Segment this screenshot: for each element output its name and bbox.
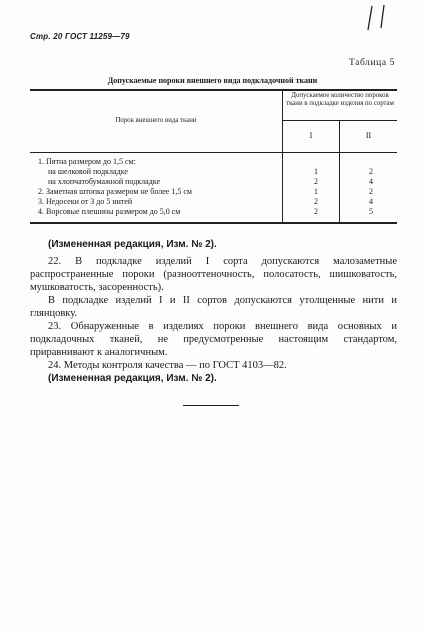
table-row xyxy=(0,167,425,177)
table-top-rule xyxy=(30,89,397,91)
clause-24: 24. Методы контроля качества — по ГОСТ 4103—82. xyxy=(48,360,287,371)
row-grade-1: 2 xyxy=(314,197,318,206)
row-label: 1. Пятна размером до 1,5 см: xyxy=(38,157,136,166)
row-grade-1: 2 xyxy=(314,207,318,216)
table-row xyxy=(0,177,425,187)
row-grade-2: 5 xyxy=(369,207,373,216)
table-label: Таблица 5 xyxy=(348,58,395,68)
body-text xyxy=(30,238,397,385)
table-row xyxy=(0,187,425,197)
clause-22: 22. В подкладке изделий I сорта допускаются малозаметные распространенные пороки (разнооттеночность, полосатость, шишковатость, мушковатость, засоренность). xyxy=(30,256,397,293)
row-label: на хлопчатобумажной подкладке xyxy=(48,177,161,186)
table-bottom-rule xyxy=(30,222,397,224)
row-grade-1: 2 xyxy=(314,177,318,186)
end-rule xyxy=(183,405,239,406)
row-grade-1: 1 xyxy=(314,167,318,176)
row-grade-2: 4 xyxy=(369,197,373,206)
clause-22-cont: В подкладке изделий I и II сортов допускаются утолщенные нити и глянцовку. xyxy=(30,295,397,319)
row-label: 2. Заметная штопка размером не более 1,5 см xyxy=(38,187,192,196)
col-header-defect: Порок внешнего вида ткани xyxy=(115,117,197,124)
table-header-bottom-rule xyxy=(30,152,397,153)
amendment-note: (Измененная редакция, Изм. № 2). xyxy=(48,373,217,384)
row-grade-1: 1 xyxy=(314,187,318,196)
table-row xyxy=(0,197,425,207)
row-label: 4. Ворсовые плешины размером до 5,0 см xyxy=(38,207,181,216)
row-grade-2: 2 xyxy=(369,187,373,196)
col-header-grade-1: I xyxy=(309,131,313,140)
row-label: на шелковой подкладке xyxy=(48,167,128,176)
table-title: Допускаемые пороки внешнего вида подкладочной ткани xyxy=(107,76,318,85)
row-grade-2: 4 xyxy=(369,177,373,186)
amendment-note: (Измененная редакция, Изм. № 2). xyxy=(48,239,217,250)
col-header-allowed: Допускаемое количество пороков ткани в подкладке изделия по сортам xyxy=(286,92,394,107)
table-row xyxy=(0,207,425,217)
table-row xyxy=(0,157,425,167)
row-grade-2: 2 xyxy=(369,167,373,176)
clause-23: 23. Обнаруженные в изделиях пороки внешнего вида основных и подкладочных тканей, не предусмотренные настоящим стандартом, приравнивают к аналогичным. xyxy=(30,321,397,358)
row-label: 3. Недосеки от 3 до 5 нитей xyxy=(38,197,133,206)
handwritten-mark xyxy=(364,4,394,34)
page-header: Стр. 20 ГОСТ 11259—79 xyxy=(30,32,130,41)
col-header-grade-2: II xyxy=(365,131,372,140)
